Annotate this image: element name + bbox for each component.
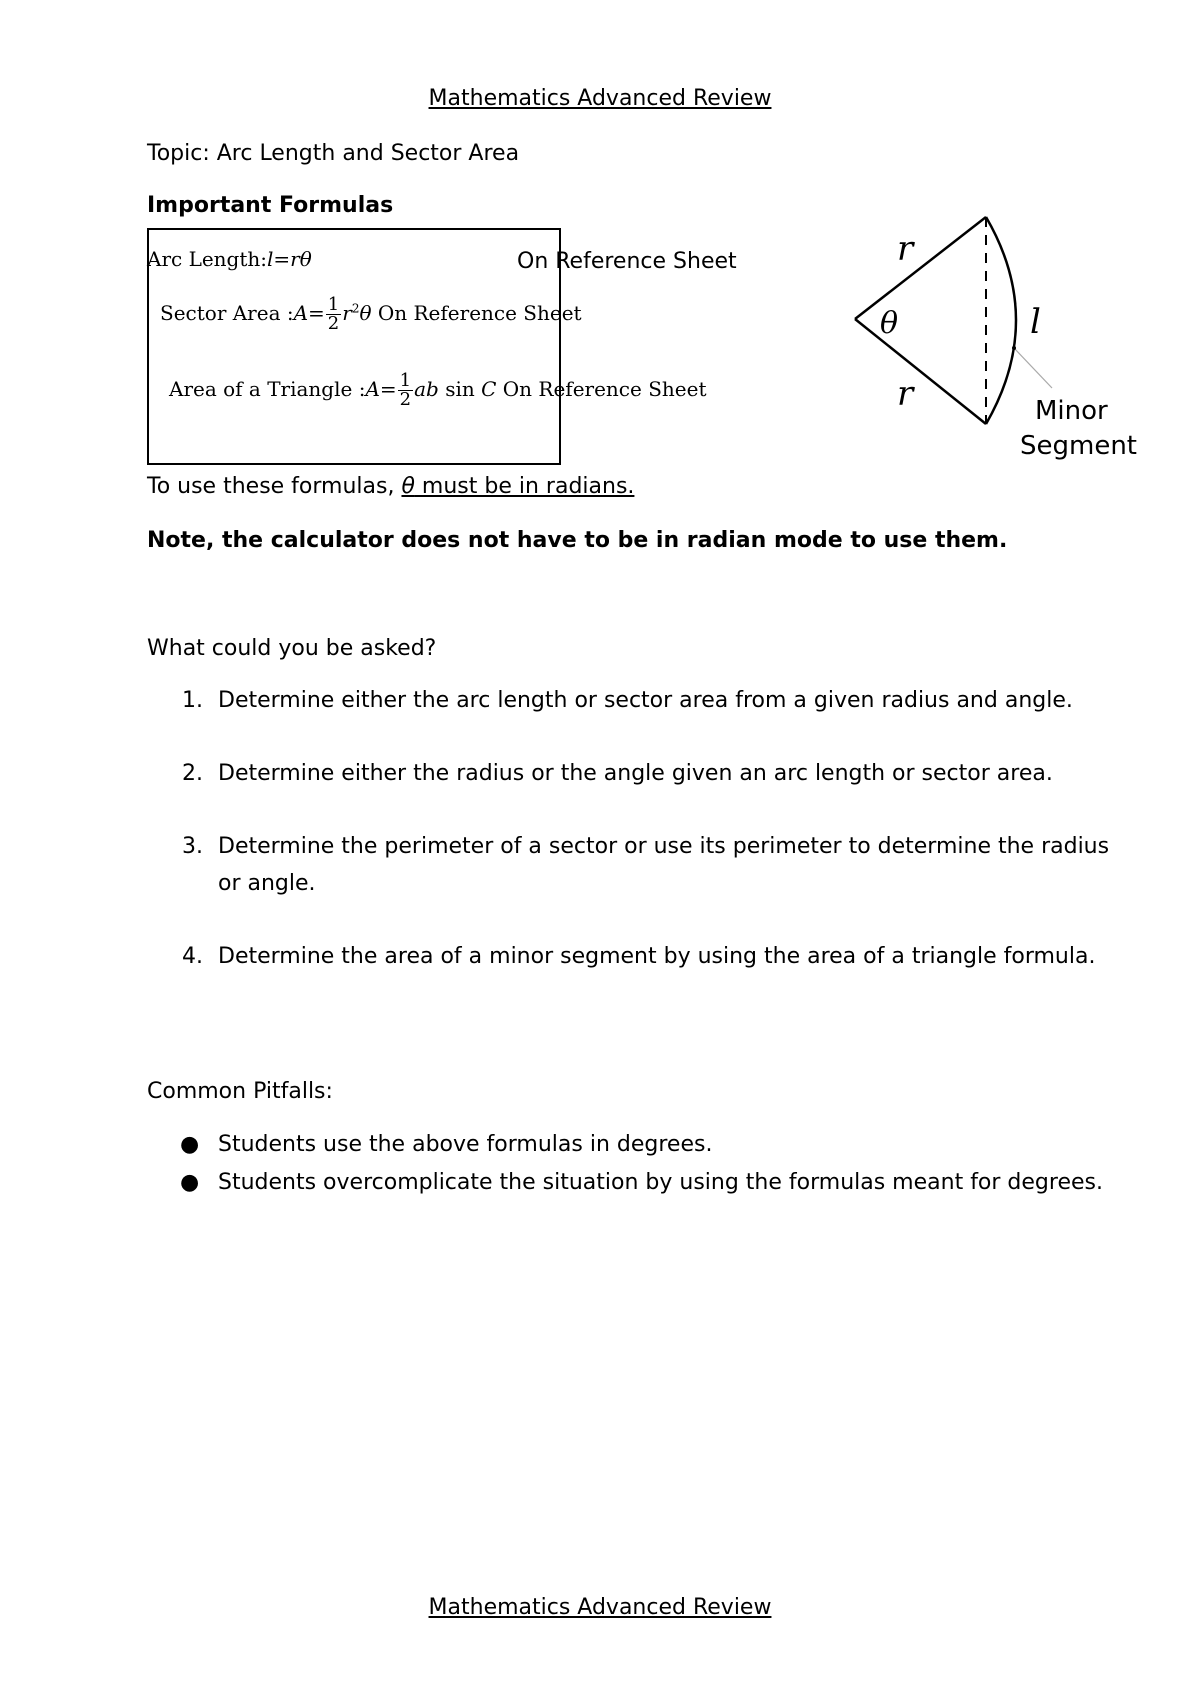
sector-area-reference-note: On Reference Sheet: [377, 301, 582, 325]
segment-pointer-dot: [1012, 346, 1016, 350]
arc-length-formula: [147, 247, 312, 271]
sector-diagram: [840, 200, 1170, 480]
sector-area-formula: [160, 296, 582, 333]
label-r-bottom: r: [897, 374, 914, 414]
list-item-text: Determine the area of a minor segment by using the area of a triangle formula.: [218, 944, 1096, 969]
pitfalls-list: [180, 1126, 1118, 1202]
list-item: [180, 1126, 1118, 1164]
list-item: [182, 938, 1118, 975]
sector-area-exponent: 2: [351, 301, 360, 316]
arc-curve: [986, 217, 1016, 424]
radians-note: [147, 474, 634, 499]
list-number: 1.: [182, 688, 203, 713]
triangle-area-lhs: A=: [365, 377, 397, 401]
questions-list: [182, 682, 1118, 1011]
radians-note-underlined: must be in radians.: [414, 474, 635, 499]
list-number: 4.: [182, 944, 203, 969]
triangle-area-c: C: [481, 377, 497, 401]
radius-line-bottom: [855, 319, 986, 424]
sector-area-label: Sector Area :: [160, 301, 294, 325]
list-item: [180, 1164, 1118, 1202]
label-r-top: r: [897, 229, 914, 269]
list-item-text: Determine either the arc length or sector area from a given radius and angle.: [218, 688, 1073, 713]
sector-area-fraction: [326, 296, 341, 333]
list-item-text: Determine the perimeter of a sector or use its perimeter to determine the radius or angle.: [218, 834, 1110, 896]
list-item-text: Students use the above formulas in degrees.: [218, 1132, 713, 1157]
arc-length-expression: l=rθ: [267, 247, 312, 271]
formulas-heading: Important Formulas: [147, 193, 394, 218]
bullet-icon: ●: [180, 1170, 200, 1195]
list-item: [182, 682, 1118, 719]
questions-heading: What could you be asked?: [147, 636, 437, 661]
page-header-title: Mathematics Advanced Review: [428, 86, 772, 111]
sector-area-theta: θ: [359, 301, 372, 325]
radians-note-theta: θ: [401, 474, 415, 499]
list-item-text: Students overcomplicate the situation by using the formulas meant for degrees.: [218, 1170, 1103, 1195]
triangle-area-formula: [169, 372, 707, 409]
list-number: 2.: [182, 761, 203, 786]
fraction-numerator: 1: [399, 370, 412, 391]
list-item-text: Determine either the radius or the angle given an arc length or sector area.: [218, 761, 1053, 786]
label-minor: Minor: [1035, 396, 1108, 426]
bullet-icon: ●: [180, 1132, 200, 1157]
sector-area-r: r: [342, 301, 352, 325]
fraction-numerator: 1: [327, 294, 340, 315]
triangle-area-ab: ab: [414, 377, 439, 401]
label-segment: Segment: [1020, 431, 1137, 461]
calculator-note: Note, the calculator does not have to be in radian mode to use them.: [147, 528, 1008, 553]
label-theta: θ: [880, 306, 899, 341]
triangle-area-reference-note: On Reference Sheet: [502, 377, 707, 401]
page-footer-title: Mathematics Advanced Review: [428, 1595, 772, 1620]
sector-area-lhs: A=: [293, 301, 325, 325]
radius-line-top: [855, 217, 986, 319]
radians-note-prefix: To use these formulas,: [147, 474, 402, 499]
triangle-area-label: Area of a Triangle :: [169, 377, 366, 401]
list-item: [182, 755, 1118, 792]
fraction-denominator: 2: [327, 313, 340, 334]
list-item: [182, 828, 1118, 902]
triangle-area-fraction: [398, 372, 413, 409]
triangle-area-sin: sin: [445, 377, 475, 401]
list-number: 3.: [182, 834, 203, 859]
pitfalls-heading: Common Pitfalls:: [147, 1079, 333, 1104]
arc-length-label: Arc Length:: [147, 247, 268, 271]
fraction-denominator: 2: [399, 389, 412, 410]
label-arc-length: l: [1030, 302, 1041, 342]
segment-pointer-line: [1014, 348, 1052, 388]
arc-length-reference-note: On Reference Sheet: [517, 249, 737, 274]
topic-line: Topic: Arc Length and Sector Area: [147, 141, 520, 166]
